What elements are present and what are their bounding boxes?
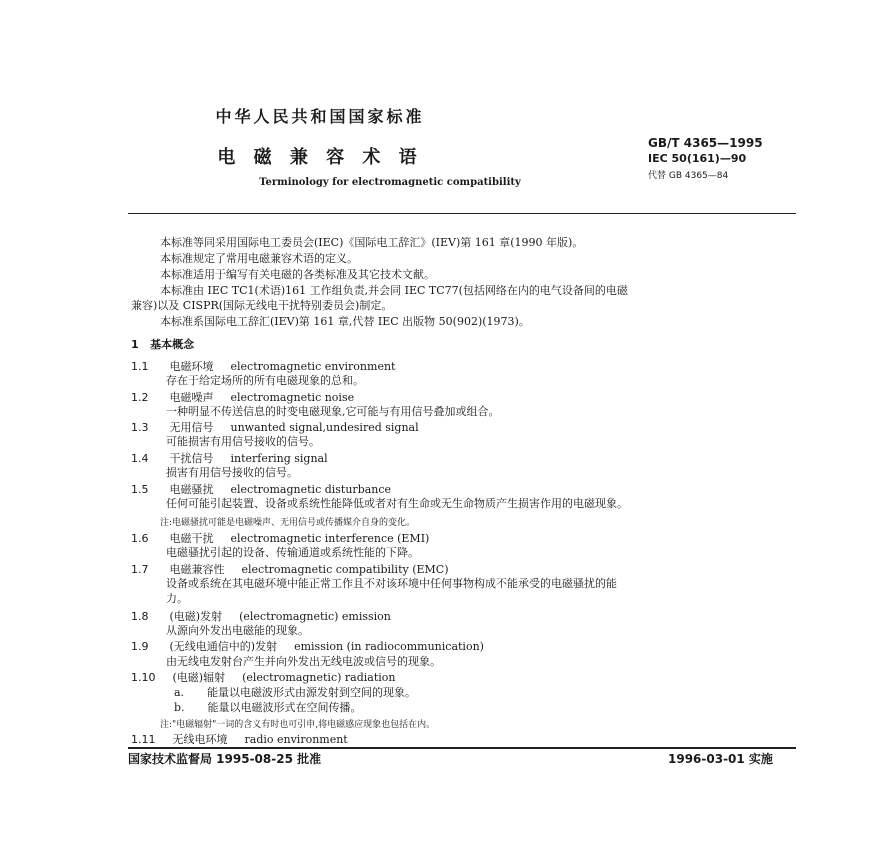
intro-line: 本标准等同采用国际电工委员会(IEC)《国际电工辞汇》(IEV)第 161 章(1990 年版)。 [160,236,584,249]
term-en: electromagnetic environment [230,360,396,373]
term-name: 电磁噪声 [169,391,214,404]
term-name: 无线电环境 [172,733,228,746]
term-definition: 电磁骚扰引起的设备、传输通道或系统性能的下降。 [166,546,419,559]
term-name: 无用信号 [169,421,214,434]
term-entry [131,731,348,747]
doc-title-en: Terminology for electromagnetic compatibility [259,177,521,188]
term-number: 1.7 [131,563,149,576]
list-item [174,685,416,700]
term-number: 1.5 [131,483,149,496]
term-entry [131,608,391,624]
intro-line: 本标准系国际电工辞汇(IEV)第 161 章,代替 IEC 出版物 50(902)(1973)。 [160,315,530,328]
term-entry [131,481,391,497]
term-definition: 一种明显不传送信息的时变电磁现象,它可能与有用信号叠加或组合。 [166,405,500,418]
term-entry [131,389,354,405]
term-definition: 损害有用信号接收的信号。 [166,466,298,479]
term-en: electromagnetic interference (EMI) [230,532,430,545]
term-en: (electromagnetic) emission [239,610,391,623]
term-name: (电磁)发射 [169,610,223,623]
term-entry [131,561,449,577]
term-number: 1.2 [131,391,149,404]
term-en: interfering signal [230,452,328,465]
term-en: electromagnetic noise [230,391,355,404]
list-label: b. [174,701,185,714]
doc-title: 电 磁 兼 容 术 语 [217,147,423,168]
term-name: 电磁环境 [169,360,214,373]
term-definition: 任何可能引起装置、设备或系统性能降低或者对有生命或无生命物质产生损害作用的电磁现象。 [166,497,628,510]
term-entry [131,450,328,466]
term-note: 注:电磁骚扰可能是电磁噪声、无用信号或传播媒介自身的变化。 [160,518,416,528]
term-number: 1.9 [131,640,149,653]
section-heading [131,336,194,352]
term-number: 1.10 [131,671,156,684]
term-name: 电磁兼容性 [169,563,225,576]
term-entry [131,419,419,435]
intro-line: 本标准规定了常用电磁兼容术语的定义。 [160,252,358,265]
term-entry [131,638,484,654]
term-number: 1.11 [131,733,156,746]
term-definition: 可能损害有用信号接收的信号。 [166,435,320,448]
approval-date: 国家技术监督局 1995-08-25 批准 [128,752,322,766]
effective-date: 1996-03-01 实施 [668,752,773,766]
section-number: 1 [131,338,139,351]
term-number: 1.3 [131,421,149,434]
term-definition: 从源向外发出电磁能的现象。 [166,624,309,637]
iec-number: IEC 50(161)—90 [648,152,747,165]
section-title: 基本概念 [150,338,195,351]
intro-line: 本标准适用于编写有关电磁的各类标准及其它技术文献。 [160,268,435,281]
term-name: 干扰信号 [169,452,214,465]
list-label: a. [174,686,185,699]
term-definition: 由无线电发射台产生并向外发出无线电波或信号的现象。 [166,655,441,668]
replaces-note: 代替 GB 4365—84 [648,171,729,181]
header-rule [128,213,796,214]
term-number: 1.1 [131,360,149,373]
footer-rule [128,747,796,749]
term-en: electromagnetic disturbance [230,483,392,496]
term-number: 1.8 [131,610,149,623]
list-text: 能量以电磁波形式在空间传播。 [207,701,362,714]
term-en: (electromagnetic) radiation [242,671,396,684]
term-entry [131,530,429,546]
term-number: 1.6 [131,532,149,545]
term-definition-cont: 力。 [166,592,188,605]
term-en: emission (in radiocommunication) [294,640,484,653]
org-title: 中华人民共和国国家标准 [215,107,425,126]
term-definition: 存在于给定场所的所有电磁现象的总和。 [166,374,364,387]
term-name: (电磁)辐射 [172,671,226,684]
term-name: (无线电通信中的)发射 [169,640,278,653]
term-en: electromagnetic compatibility (EMC) [241,563,449,576]
list-text: 能量以电磁波形式由源发射到空间的现象。 [207,686,417,699]
term-entry [131,669,395,685]
intro-line: 本标准由 IEC TC1(术语)161 工作组负责,并会同 IEC TC77(包括网络在内的电气设备间的电磁 [160,284,628,297]
term-definition: 设备或系统在其电磁环境中能正常工作且不对该环境中任何事物构成不能承受的电磁骚扰的能 [166,577,617,590]
term-en: radio environment [244,733,348,746]
term-name: 电磁骚扰 [169,483,214,496]
term-note: 注:"电磁辐射"一词的含义有时也可引申,将电磁感应现象也包括在内。 [160,720,436,730]
term-en: unwanted signal,undesired signal [230,421,419,434]
list-item [174,700,362,715]
term-number: 1.4 [131,452,149,465]
std-number: GB/T 4365—1995 [648,136,763,150]
term-entry [131,358,395,374]
intro-line: 兼容)以及 CISPR(国际无线电干扰特别委员会)制定。 [131,299,393,312]
term-name: 电磁干扰 [169,532,214,545]
